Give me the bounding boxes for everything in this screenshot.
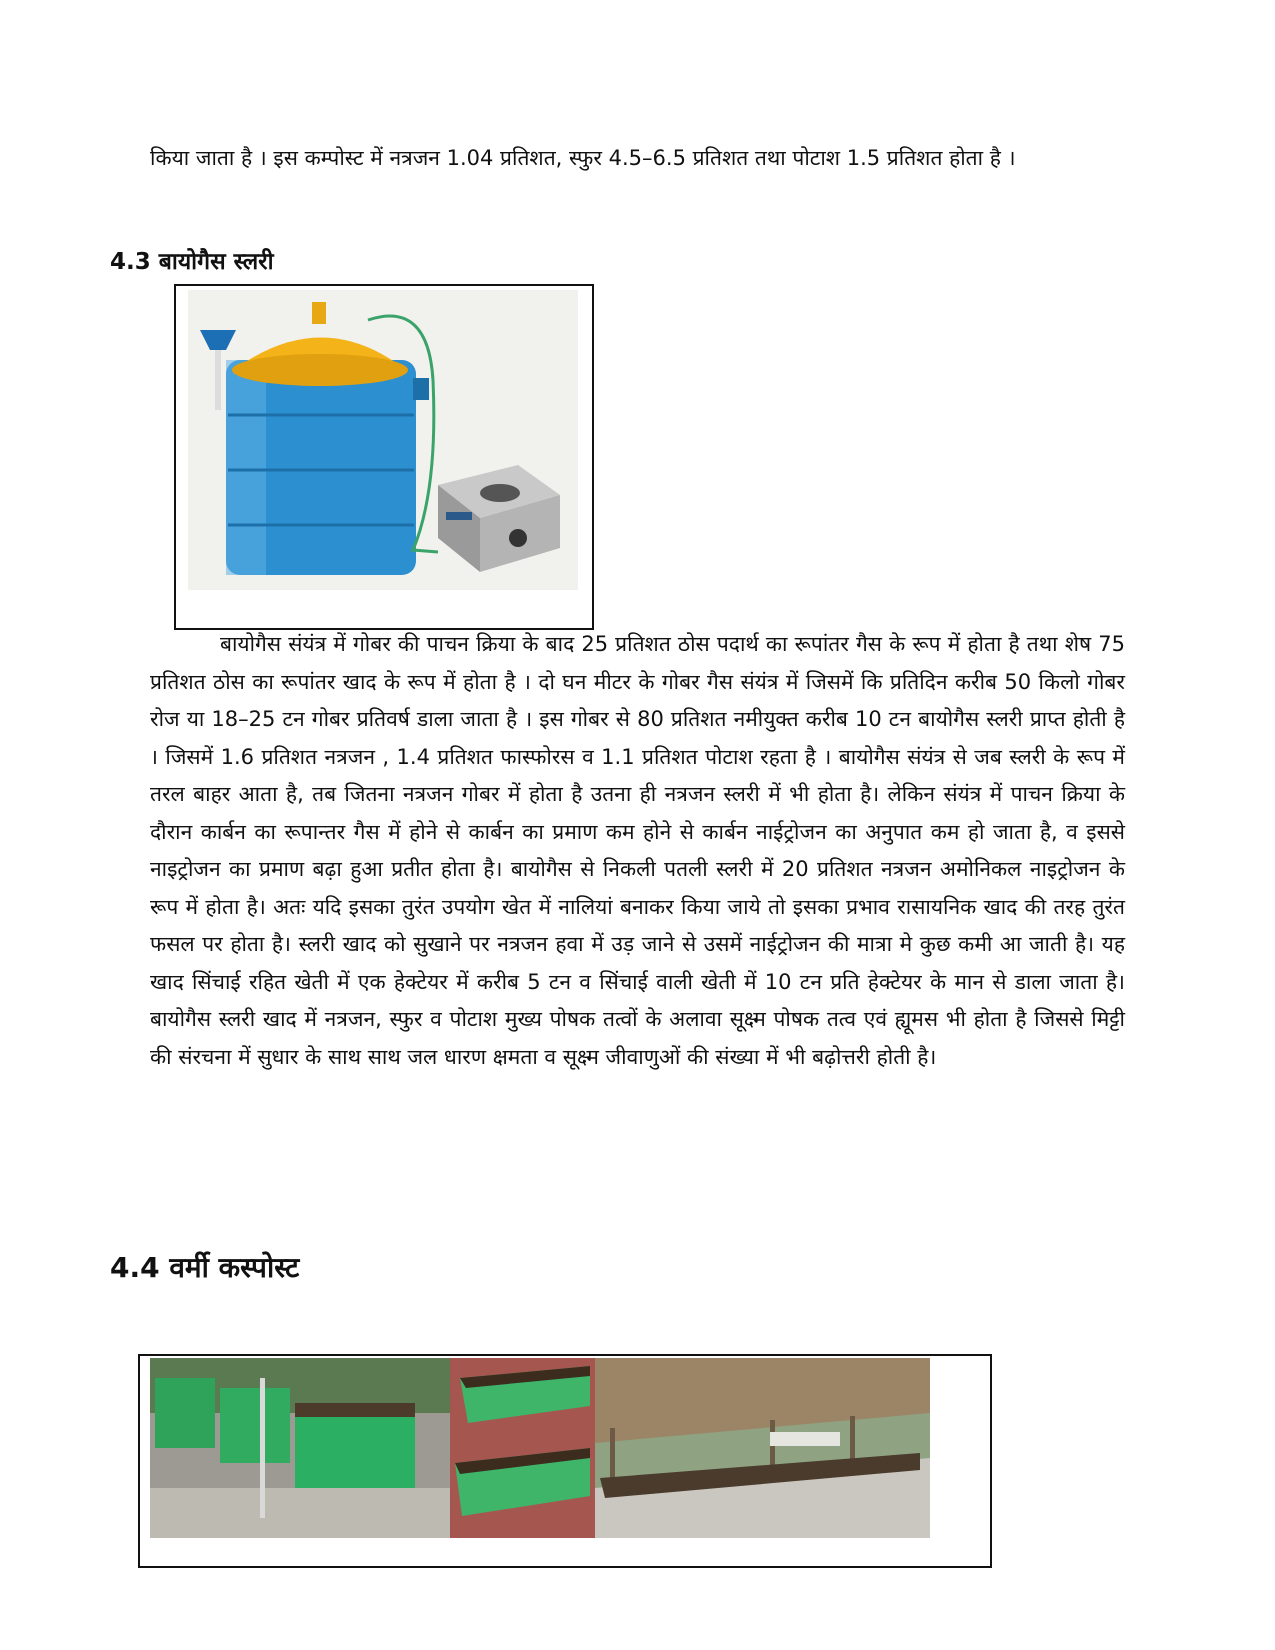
vermicompost-beds-photo-collage-icon: [150, 1358, 930, 1538]
section-4-3-heading: 4.3 बायोगैस स्लरी: [110, 249, 274, 275]
biogas-plant-with-stove-icon: [188, 290, 578, 590]
top-paragraph: किया जाता है । इस कम्पोस्ट में नत्रजन 1.04 प्रतिशत, स्फुर 4.5–6.5 प्रतिशत तथा पोटाश 1.5 प्रतिशत होता है ।: [150, 146, 1016, 170]
biogas-plant-figure: [174, 284, 594, 630]
vermicompost-figure: [138, 1354, 992, 1568]
section-4-4-heading: 4.4 वर्मी कस्पोस्ट: [110, 1251, 300, 1284]
section-4-3-paragraph: बायोगैस संयंत्र में गोबर की पाचन क्रिया के बाद 25 प्रतिशत ठोस पदार्थ का रूपांतर गैस के रूप में होता है तथा शेष 75 प्रतिशत ठोस का रूपांतर खाद के रूप में होता है । दो घन मीटर के गोबर गैस संयंत्र में जिसमें कि प्रतिदिन करीब 50 किलो गोबर रोज या 18–25 टन गोबर प्रतिवर्ष डाला जाता है । इस गोबर से 80 प्रतिशत नमीयुक्त करीब 10 टन बायोगैस स्लरी प्राप्त होती है । जिसमें 1.6 प्रतिशत नत्रजन , 1.4 प्रतिशत फास्फोरस व 1.1 प्रतिशत पोटाश रहता है । बायोगैस संयंत्र से जब स्लरी के रूप में तरल बाहर आता है, तब जितना नत्रजन गोबर में होता है उतना ही नत्रजन स्लरी में भी होता है। लेकिन संयंत्र में पाचन क्रिया के दौरान कार्बन का रूपान्तर गैस में होने से कार्बन का प्रमाण कम होने से कार्बन नाईट्रोजन का अनुपात कम हो जाता है, व इससे नाइट्रोजन का प्रमाण बढ़ा हुआ प्रतीत होता है। बायोगैस से निकली पतली स्लरी में 20 प्रतिशत नत्रजन अमोनिकल नाइट्रोजन के रूप में होता है। अतः यदि इसका तुरंत उपयोग खेत में नालियां बनाकर किया जाये तो इसका प्रभाव रासायनिक खाद की तरह तुरंत फसल पर होता है। स्लरी खाद को सुखाने पर नत्रजन हवा में उड़ जाने से उसमें नाईट्रोजन की मात्रा मे कुछ कमी आ जाती है। यह खाद सिंचाई रहित खेती में एक हेक्टेयर में करीब 5 टन व सिंचाई वाली खेती में 10 टन प्रति हेक्टेयर के मान से डाला जाता है। बायोगैस स्लरी खाद में नत्रजन, स्फुर व पोटाश मुख्य पोषक तत्वों के अलावा सूक्ष्म पोषक तत्व एवं ह्यूमस भी होता है जिससे मिट्टी की संरचना में सुधार के साथ साथ जल धारण क्षमता व सूक्ष्म जीवाणुओं की संख्या में भी बढ़ोत्तरी होती है।: [150, 632, 1125, 1069]
